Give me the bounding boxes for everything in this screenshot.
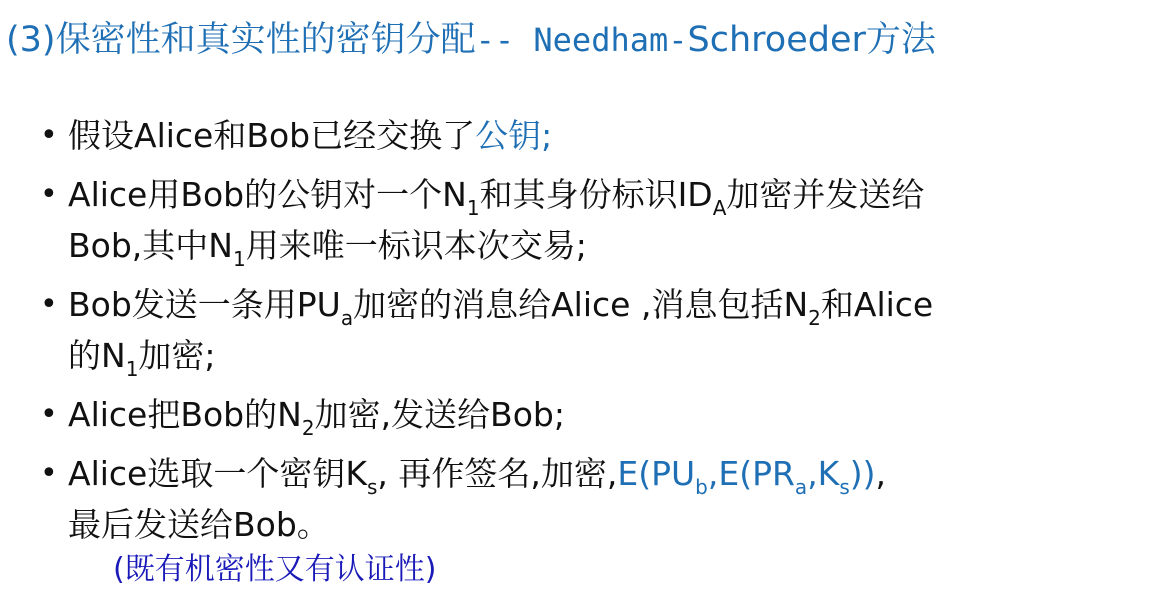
bullet-5-text-4: 最后发送给Bob。 (68, 505, 330, 544)
bullet-3-text-2: 加密的消息给Alice ,消息包括N (353, 285, 809, 324)
formula-subscript-2: a (794, 475, 808, 499)
bullet-dot-icon: • (40, 287, 58, 322)
bullet-5-text-3: , (875, 454, 886, 493)
bullet-3-text-3: 和Alice (820, 285, 934, 324)
bullet-item-1 (36, 110, 1146, 161)
formula-part-2: ,E(PR (707, 454, 795, 493)
formula-subscript-1: b (695, 475, 708, 499)
bullet-dot-icon: • (40, 177, 58, 212)
bullet-1-text: 假设Alice和Bob已经交换了 (68, 116, 476, 155)
bullet-5-formula (617, 454, 876, 499)
bullet-3-text-1: Bob发送一条用PU (68, 285, 341, 324)
bullet-item-5 (36, 448, 1146, 550)
bullet-dot-icon: • (40, 118, 58, 153)
bullet-4-subscript-1: 2 (301, 416, 315, 440)
bullet-5-subscript-1: s (367, 475, 378, 499)
bullet-5-text-1: Alice选取一个密钥K (68, 454, 367, 493)
bullet-3-subscript-1: a (340, 306, 354, 330)
bullet-2-subscript-2: A (712, 196, 727, 220)
bullet-3-text-5: 加密; (138, 336, 216, 375)
formula-subscript-3: s (839, 475, 850, 499)
title-suffix: 方法 (865, 20, 936, 60)
bullet-1-highlight: 公钥; (475, 116, 553, 155)
bullet-4-text-2: 加密,发送给Bob; (314, 395, 565, 434)
bullet-item-2 (36, 169, 1146, 271)
bullet-2-text-4: Bob,其中N (68, 226, 233, 265)
bullet-2-text-3: 加密并发送给 (726, 175, 925, 214)
bullet-2-subscript-3: 1 (232, 247, 246, 271)
bullet-3-text-4: 的N (68, 336, 126, 375)
bullet-3-subscript-3: 1 (125, 357, 139, 381)
title-prefix: (3)保密性和真实性的密钥分配 (6, 20, 476, 60)
slide-title (6, 16, 936, 64)
bullet-2-text-1: Alice用Bob的公钥对一个N (68, 175, 467, 214)
bullet-3-subscript-2: 2 (808, 306, 821, 330)
bullet-4-text-1: Alice把Bob的N (68, 395, 302, 434)
formula-part-3: ,K (807, 454, 840, 493)
bullet-5-text-2: , 再作签名,加密, (377, 454, 618, 493)
bullet-2-text-2: 和其身份标识ID (479, 175, 713, 214)
security-note: (既有机密性又有认证性) (113, 552, 437, 587)
bullet-item-4 (36, 389, 1146, 440)
title-dashes: -- Needham- (475, 21, 688, 59)
bullet-dot-icon: • (40, 397, 58, 432)
bullet-list (36, 110, 1146, 558)
formula-part-1: E(PU (617, 454, 696, 493)
bullet-item-3 (36, 279, 1146, 381)
title-method-name: Schroeder (687, 20, 866, 60)
bullet-dot-icon: • (40, 456, 58, 491)
bullet-2-text-5: 用来唯一标识本次交易; (245, 226, 587, 265)
bullet-2-subscript-1: 1 (466, 196, 480, 220)
formula-part-4: )) (849, 454, 876, 493)
